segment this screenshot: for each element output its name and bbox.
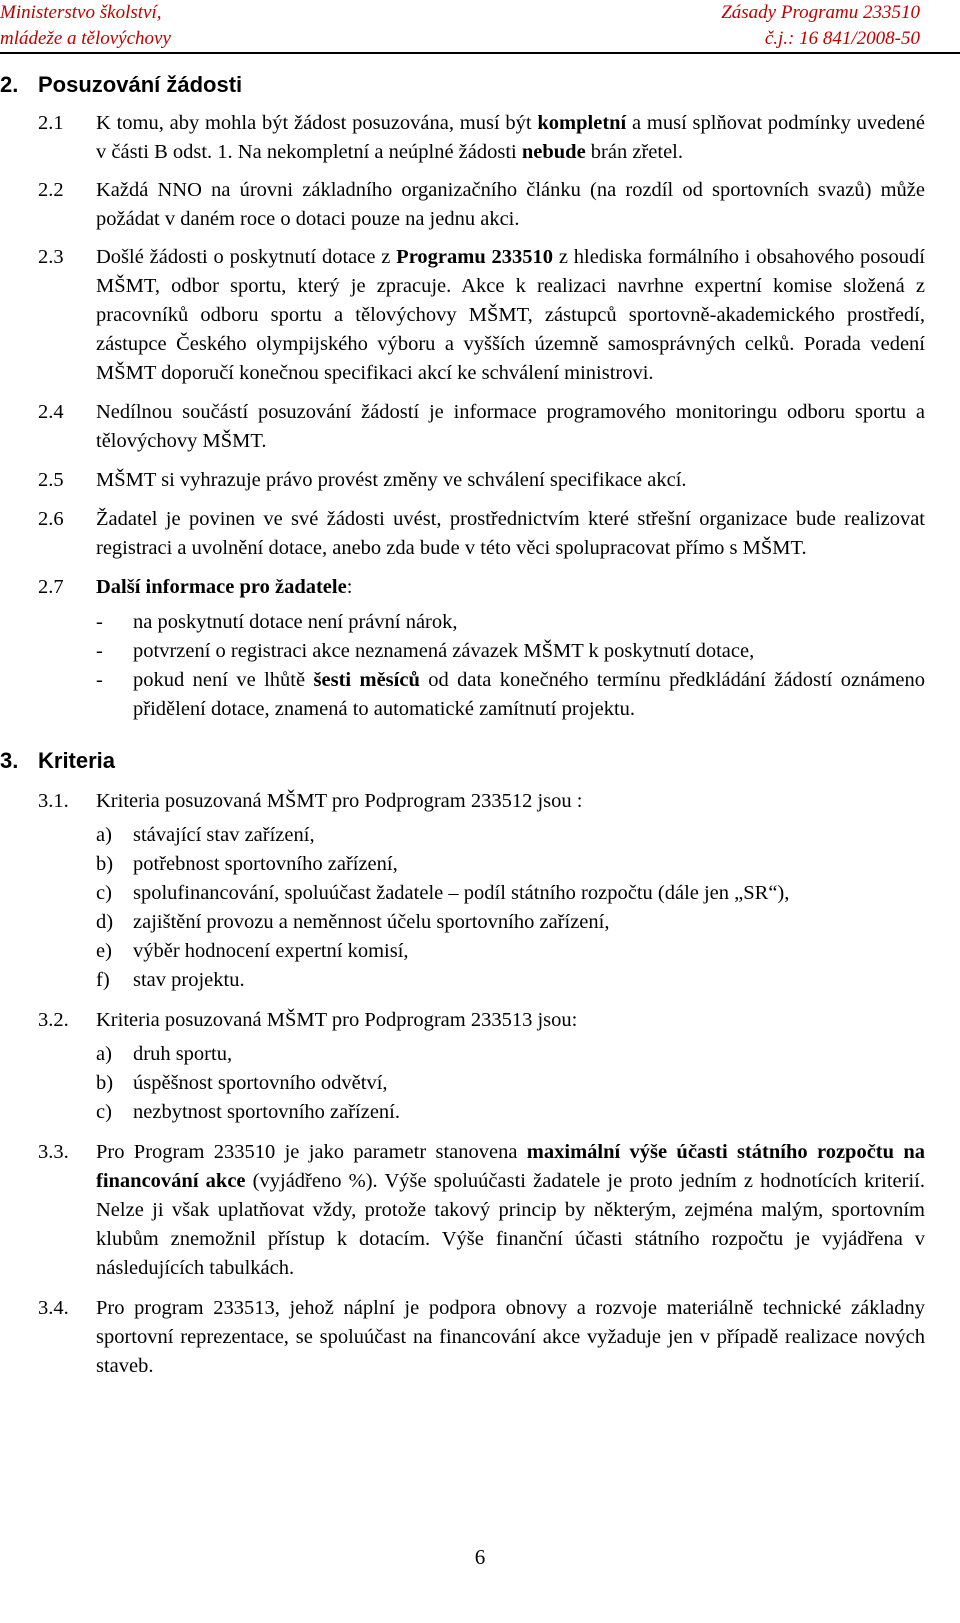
header-ministry-line2: mládeže a tělovýchovy (0, 28, 171, 49)
header-reference-number: č.j.: 16 841/2008-50 (764, 28, 920, 49)
list-item: b) potřebnost sportovního zařízení, (96, 853, 398, 875)
header-program-title: Zásady Programu 233510 (721, 2, 920, 23)
paragraph-2-2: 2.2 Každá NNO na úrovni základního organizačního článku (na rozdíl od sportovních svazů) může požádat v daném roce o dotaci pouze na jednu akci. (38, 179, 925, 230)
list-item: a) stávající stav zařízení, (96, 824, 315, 846)
list-item: - na poskytnutí dotace není právní nárok, (96, 611, 458, 633)
list-item: b) úspěšnost sportovního odvětví, (96, 1072, 388, 1094)
list-item: - potvrzení o registraci akce neznamená závazek MŠMT k poskytnutí dotace, (96, 640, 755, 662)
header-right (721, 0, 920, 52)
criteria-list-233512 (0, 821, 960, 995)
list-item: d) zajištění provozu a neměnnost účelu sportovního zařízení, (96, 911, 610, 933)
paragraph-3-1: 3.1. Kriteria posuzovaná MŠMT pro Podprogram 233512 jsou : (38, 790, 583, 812)
paragraph-2-7: 2.7 Další informace pro žadatele: (38, 576, 353, 598)
paragraph-3-3: 3.3. Pro Program 233510 je jako parametr stanovena maximální výše účasti státního rozpočtu na financování akce (vyjádřeno %). Výše spoluúčasti žadatele je proto jedním z hodnotících kriterií. Nelze ji však uplatňovat vždy, protože takový princip by některým, zejména malým, sportovním klubům znemožnil přístup k dotacím. Výše finanční účasti státního rozpočtu je vyjádřena v následujících tabulkách. (38, 1141, 925, 1279)
applicant-info-list (0, 608, 960, 724)
document-body (0, 70, 960, 1381)
paragraph-2-3: 2.3 Došlé žádosti o poskytnutí dotace z Programu 233510 z hlediska formálního i obsahového posoudí MŠMT, odbor sportu, který je zpracuje. Akce k realizaci navrhne expertní komise složená z pracovníků odboru sportu a tělovýchovy MŠMT, zástupců sportovně-akademického prostředí, zástupce Českého olympijského výboru a vyšších územně samosprávných celků. Porada vedení MŠMT doporučí konečnou specifikaci akcí ke schválení ministrovi. (38, 246, 925, 384)
paragraph-2-1: 2.1 K tomu, aby mohla být žádost posuzována, musí být kompletní a musí splňovat podmínky uvedené v části B odst. 1. Na nekompletní a neúplné žádosti nebude brán zřetel. (38, 112, 926, 163)
list-item: f) stav projektu. (96, 969, 245, 991)
header-divider (0, 52, 960, 54)
list-item: a) druh sportu, (96, 1043, 233, 1065)
list-item: c) nezbytnost sportovního zařízení. (96, 1101, 401, 1123)
header-left (0, 0, 171, 52)
list-item: - pokud není ve lhůtě šesti měsíců od data konečného termínu předkládání žádostí oznámeno přidělení dotace, znamená to automatické zamítnutí projektu. (96, 669, 925, 720)
criteria-list-233513 (0, 1040, 960, 1127)
paragraph-2-6: 2.6 Žadatel je povinen ve své žádosti uvést, prostřednictvím které střešní organizace bude realizovat registraci a uvolnění dotace, anebo zda bude v této věci spolupracovat přímo s MŠMT. (38, 508, 925, 559)
page-number: 6 (474, 1545, 486, 1569)
list-item: e) výběr hodnocení expertní komisí, (96, 940, 409, 962)
page-header (0, 0, 960, 50)
paragraph-3-2: 3.2. Kriteria posuzovaná MŠMT pro Podprogram 233513 jsou: (38, 1009, 578, 1031)
paragraph-3-4: 3.4. Pro program 233513, jehož náplní je podpora obnovy a rozvoje materiálně technické základny sportovní reprezentace, se spoluúčast na financování akce vyžaduje jen v případě realizace nových staveb. (38, 1297, 925, 1377)
paragraph-2-5: 2.5 MŠMT si vyhrazuje právo provést změny ve schválení specifikace akcí. (38, 469, 687, 491)
section-3-heading: 3. Kriteria (0, 748, 116, 773)
section-2-heading: 2. Posuzování žádosti (0, 72, 243, 97)
header-ministry-line1: Ministerstvo školství, (0, 2, 162, 23)
list-item: c) spolufinancování, spoluúčast žadatele – podíl státního rozpočtu (dále jen „SR“), (96, 882, 790, 904)
paragraph-2-4: 2.4 Nedílnou součástí posuzování žádostí je informace programového monitoringu odboru sportu a tělovýchovy MŠMT. (38, 401, 925, 452)
